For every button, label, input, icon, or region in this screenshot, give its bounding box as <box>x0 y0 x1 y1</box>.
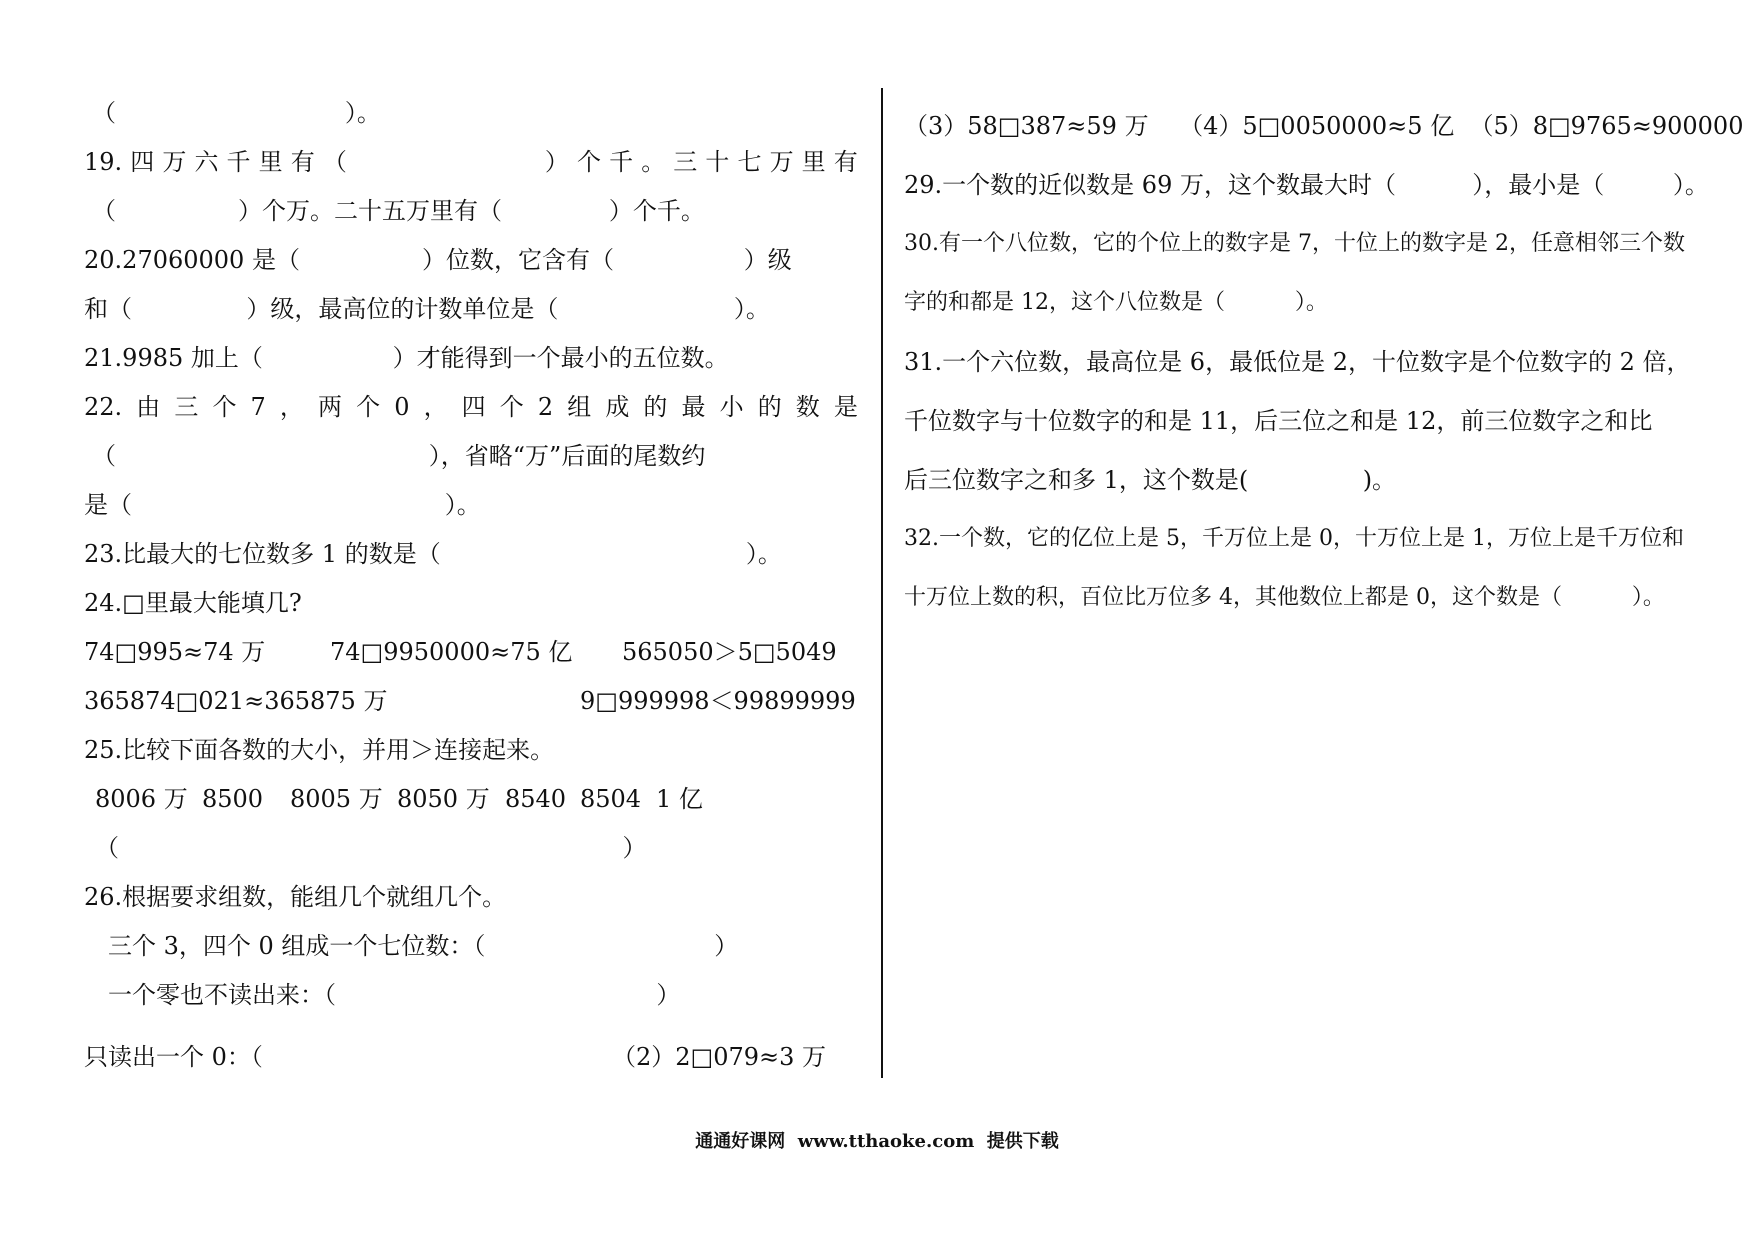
footer-credit: 通通好课网 www.tthaoke.com 提供下载 <box>695 1131 1059 1152</box>
q22-token: 的 <box>757 393 782 421</box>
q24-item: 74□9950000≈75 亿 <box>330 638 573 666</box>
q22-token: 成 <box>605 393 630 421</box>
column-divider <box>881 88 883 1078</box>
q25-number: 8006 万 <box>95 785 188 813</box>
q25-heading: 25.比较下面各数的大小，并用＞连接起来。 <box>84 736 555 764</box>
q22-token: 个 <box>499 393 524 421</box>
q26-item-1: 三个 3，四个 0 组成一个七位数：（ ） <box>108 932 739 960</box>
q19-line-2: （ ）个万。二十五万里有（ ）个千。 <box>92 197 705 225</box>
q25-number: 8540 <box>505 785 567 813</box>
q23-line: 23.比最大的七位数多 1 的数是（ ）。 <box>84 540 782 568</box>
q22-token: 四 <box>461 393 486 421</box>
q22-token: 个 <box>356 393 381 421</box>
q22-token: 两 <box>318 393 343 421</box>
q26-item-3: 只读出一个 0：（ <box>84 1043 263 1071</box>
q22-token: ， <box>279 393 304 421</box>
q22-line-3: 是（ ）。 <box>84 491 481 519</box>
q22-token: 组 <box>567 393 592 421</box>
q31-line-1: 31.一个六位数，最高位是 6，最低位是 2，十位数字是个位数字的 2 倍， <box>904 348 1691 376</box>
q19-token: 有 <box>833 148 858 176</box>
q25-answer-blank: （ ） <box>95 834 647 862</box>
q32-line-2: 十万位上数的积，百位比万位多 4，其他数位上都是 0，这个数是（ ）。 <box>904 585 1665 610</box>
q25-number: 8500 <box>202 785 264 813</box>
q19-token: 有 <box>290 148 315 176</box>
q22-token: 是 <box>833 393 858 421</box>
q29-line: 29.一个数的近似数是 69 万，这个数最大时（ ），最小是（ ）。 <box>904 171 1709 199</box>
q25-number: 1 亿 <box>656 785 703 813</box>
q19-token: 19. <box>84 148 123 176</box>
q21-line: 21.9985 加上（ ）才能得到一个最小的五位数。 <box>84 344 729 372</box>
q22-line-2: （ ），省略“万”后面的尾数约 <box>92 442 706 470</box>
q20-line-1: 20.27060000 是（ ）位数，它含有（ ）级 <box>84 246 792 274</box>
q26-heading: 26.根据要求组数，能组几个就组几个。 <box>84 883 507 911</box>
q19-token: 千 <box>226 148 251 176</box>
q22-token: 三 <box>174 393 199 421</box>
q20-line-2: 和（ ）级，最高位的计数单位是（ ）。 <box>84 295 770 323</box>
q30-line-2: 字的和都是 12，这个八位数是（ ）。 <box>904 290 1328 315</box>
q25-number: 8050 万 <box>397 785 490 813</box>
q24-item: 365874□021≈365875 万 <box>84 687 388 715</box>
q22-token: 2 <box>537 393 554 421</box>
q22-token: 小 <box>719 393 744 421</box>
q19-token: 万 <box>769 148 794 176</box>
q22-token: 最 <box>681 393 706 421</box>
q28-items-3-5: （3）58□387≈59 万 （4）5□0050000≈5 亿 （5）8□9765≈900000 <box>904 112 1744 140</box>
q28-item-2: （2）2□079≈3 万 <box>612 1043 827 1071</box>
q19-token: 千 <box>609 148 634 176</box>
q19-token: 十 <box>705 148 730 176</box>
q19-token: 。 <box>641 148 666 176</box>
q19-line-1 <box>84 147 858 177</box>
q24-heading: 24.□里最大能填几? <box>84 589 302 617</box>
q19-token: 里 <box>801 148 826 176</box>
q19-token: 四 <box>130 148 155 176</box>
q24-item: 565050＞5□5049 <box>622 638 837 666</box>
q26-item-2: 一个零也不读出来：（ ） <box>108 981 681 1009</box>
q24-item: 74□995≈74 万 <box>84 638 266 666</box>
q30-line-1: 30.有一个八位数，它的个位上的数字是 7，十位上的数字是 2，任意相邻三个数 <box>904 231 1685 256</box>
q22-token: ， <box>423 393 448 421</box>
q19-token: 万 <box>162 148 187 176</box>
q22-token: 个 <box>212 393 237 421</box>
q25-number: 8504 <box>580 785 642 813</box>
q19-token: 里 <box>258 148 283 176</box>
q22-token: 7 <box>250 393 266 421</box>
q19-token: 六 <box>194 148 219 176</box>
q31-line-2: 千位数字与十位数字的和是 11，后三位之和是 12，前三位数字之和比 <box>904 407 1653 435</box>
q31-line-3: 后三位数字之和多 1，这个数是( )。 <box>904 466 1397 494</box>
q22-line-1 <box>84 392 858 422</box>
q32-line-1: 32.一个数，它的亿位上是 5，千万位上是 0，十万位上是 1，万位上是千万位和 <box>904 526 1684 551</box>
q25-number: 8005 万 <box>290 785 383 813</box>
q19-token: 个 <box>577 148 602 176</box>
q19-token: ） <box>544 148 569 176</box>
q22-token: 由 <box>136 393 161 421</box>
q22-token: 22. <box>84 393 123 421</box>
q19-token: （ <box>322 148 347 176</box>
q19-token: 七 <box>737 148 762 176</box>
q22-token: 数 <box>795 393 820 421</box>
q19-token: 三 <box>673 148 698 176</box>
q18-answer-blank: （ ）。 <box>92 99 381 127</box>
q24-item: 9□999998＜99899999 <box>580 687 856 715</box>
q22-token: 的 <box>643 393 668 421</box>
q22-token: 0 <box>394 393 410 421</box>
